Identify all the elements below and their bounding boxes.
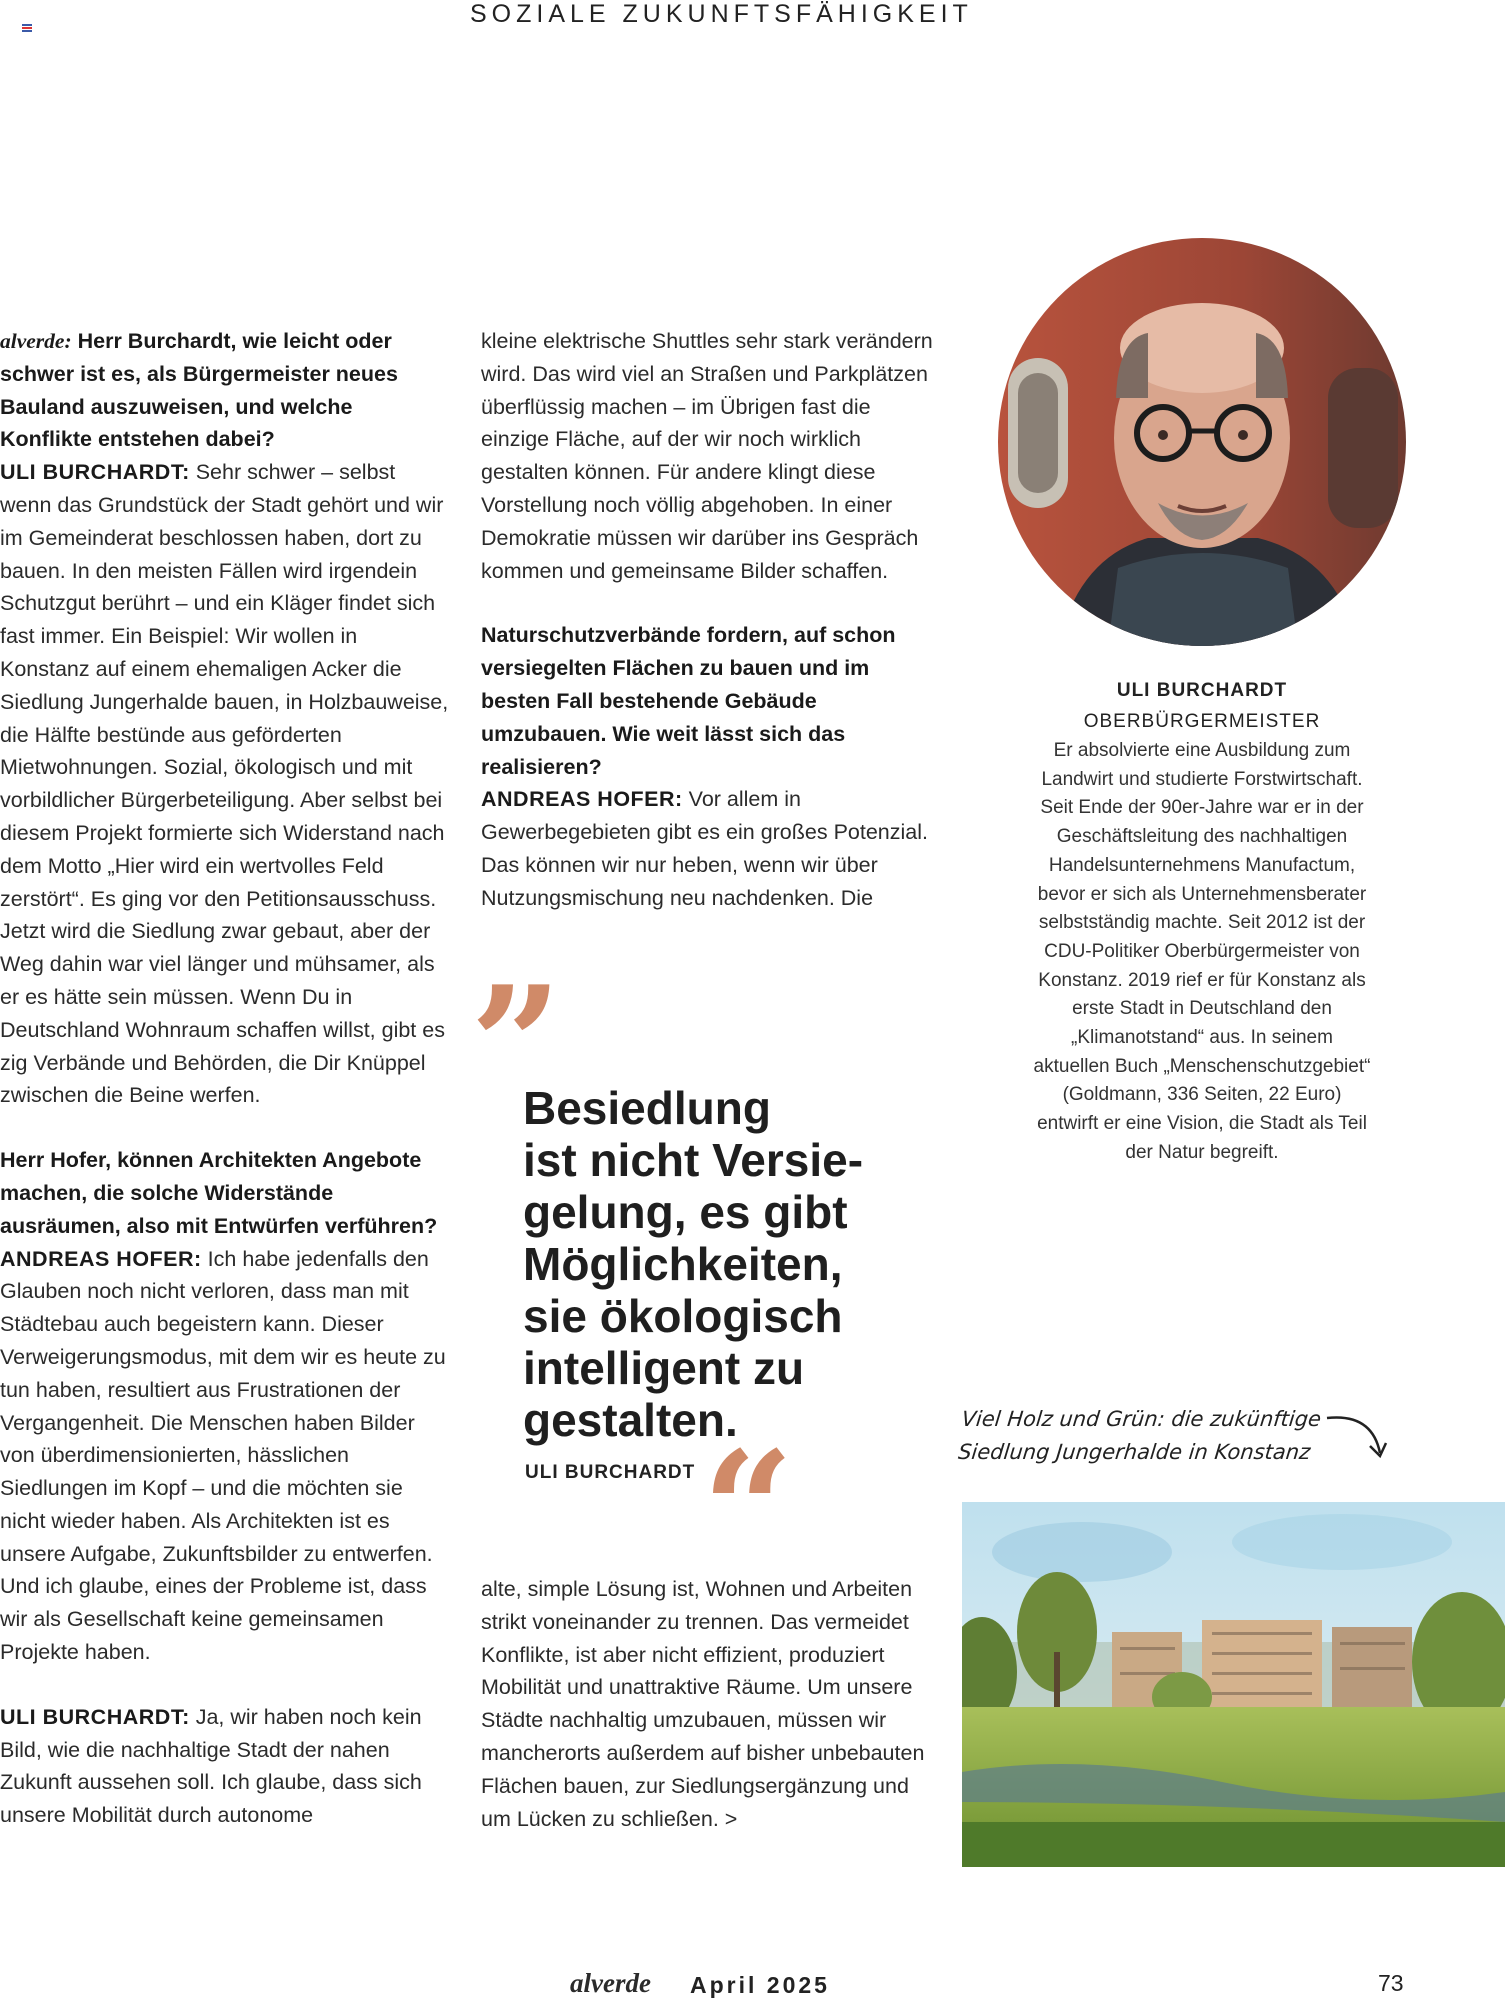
answer-2: ANDREAS HOFER: Ich habe jedenfalls den Glauben noch nicht verloren, dass man mit Städtebau auch begeistern kann. Dieser Verweigerungsmodus, mit dem wir es heute zu tun haben, resultiert aus Frustrationen der Vergangenheit. Die Menschen haben Bilder von überdimensionierten, hässlichen Siedlungen im Kopf – und die möchten sie nicht wieder haben. Als Architekten ist es unsere Aufgabe, Zukunftsbilder zu entwerfen. Und ich glaube, eines der Probleme ist, dass wir als Gesellschaft keine gemeinsamen Projekte haben. [0,1246,446,1665]
bio-name: ULI BURCHARDT [1116,680,1288,701]
page-number: 73 [1378,1970,1404,1996]
section-title: SOZIALE ZUKUNFTSFÄHIGKEIT [470,0,973,28]
bio-role: OBERBÜRGERMEISTER [1083,711,1321,732]
caption-line: Siedlung Jungerhalde in Konstanz [957,1440,1312,1464]
bio-text: Er absolvierte eine Ausbildung zum Landwirt und studierte Forstwirtschaft. Seit Ende der 90er-Jahre war er in der Geschäftsleitung des nachhaltigen Handelsunternehmens Manufactum, bevor er sich als Unternehmensberater selbstständig machte. Seit 2012 ist der CDU-Politiker Oberbürgermeister von Konstanz. 2019 rief er für Konstanz als erste Stadt in Deutschland den „Klimanotstand“ aus. In seinem aktuellen Buch „Menschenschutzgebiet“ (Goldmann, 336 Seiten, 22 Euro) entwirft er eine Vision, die Stadt als Teil der Natur begreift. [1033,740,1371,1163]
brand-inline: alverde: [0,329,72,353]
settlement-rendering-image [962,1502,1505,1867]
open-quote-icon: ” [470,951,563,1139]
speaker-label: ANDREAS HOFER: [481,787,683,812]
pull-quote-line: ist nicht Versie- [523,1134,864,1186]
bio-box [1032,675,1372,1168]
question-3: Naturschutzverbände fordern, auf schon versiegelten Flächen zu bauen und im besten Fall bestehende Gebäude umzubauen. Wie weit lässt sich das realisieren? [481,623,896,779]
pull-quote-line: Besiedlung [523,1082,771,1134]
paragraph-continued: kleine elektrische Shuttles sehr stark verändern wird. Das wird viel an Straßen und Parkplätzen überflüssig machen – im Übrigen fast die einzige Fläche, auf der wir noch wirklich gestalten können. Für andere klingt diese Vorstellung noch völlig abgehoben. In einer Demokratie müssen wir darüber ins Gespräch kommen und gemeinsame Bilder schaffen. [481,329,933,583]
pull-quote-line: sie ökologisch [523,1290,843,1342]
paragraph-end: alte, simple Lösung ist, Wohnen und Arbeiten strikt voneinander zu trennen. Das vermeidet Konflikte, ist aber nicht effizient, produziert Mobilität und unattraktive Räume. Um unsere Städte nachhaltig umzubauen, müssen wir mancherorts außerdem auf bisher unbebauten Flächen bauen, zur Siedlungsergänzung und um Lücken zu schließen. > [481,1577,925,1831]
close-quote-icon: “ [702,1416,795,1604]
question-1: alverde: Herr Burchardt, wie leicht oder schwer ist es, als Bürgermeister neues Bauland auszuweisen, und welche Konflikte entstehen dabei? [0,329,398,452]
interview-column-2 [481,325,936,915]
answer-4: ANDREAS HOFER: Vor allem in Gewerbegebieten gibt es ein großes Potenzial. Das können wir nur heben, wenn wir über Nutzungsmischung neu nachdenken. Die [481,787,928,910]
pull-quote-line: gelung, es gibt [523,1186,848,1238]
interview-column-2-end [481,1573,936,1835]
speaker-label: ULI BURCHARDT: [0,1704,190,1729]
pull-quote-line: gestalten. [523,1394,738,1446]
flag-icon [22,24,32,32]
speaker-label: ULI BURCHARDT: [0,460,190,485]
speaker-label: ANDREAS HOFER: [0,1246,202,1271]
question-2: Herr Hofer, können Architekten Angebote machen, die solche Widerstände ausräumen, also mit Entwürfen verführen? [0,1148,438,1238]
answer-1: ULI BURCHARDT: Sehr schwer – selbst wenn das Grundstück der Stadt gehört und wir im Gemeinderat beschlossen haben, dort zu bauen. In den meisten Fällen wird irgendein Schutzgut berührt – und ein Kläger findet sich fast immer. Ein Beispiel: Wir wollen in Konstanz auf einem ehemaligen Acker die Siedlung Jungerhalde bauen, in Holzbauweise, die Hälfte bestünde aus geförderten Mietwohnungen. Sozial, ökologisch und mit vorbildlicher Bürgerbeteiligung. Aber selbst bei diesem Projekt formierte sich Widerstand nach dem Motto „Hier wird ein wertvolles Feld zerstört“. Es ging vor den Petitionsausschuss. Jetzt wird die Siedlung zwar gebaut, aber der Weg dahin war viel länger und mühsamer, als er es hätte sein müssen. Wenn Du in Deutschland Wohnraum schaffen willst, gibt es zig Verbände und Behörden, die Dir Knüppel zwischen die Beine werfen. [0,460,449,1108]
answer-3: ULI BURCHARDT: Ja, wir haben noch kein Bild, wie die nachhaltige Stadt der nahen Zukunft aussehen soll. Ich glaube, dass sich unsere Mobilität durch autonome [0,1704,422,1828]
portrait-photo [998,238,1406,646]
footer-brand-logo: alverde [570,1968,651,1998]
curved-arrow-icon [1322,1408,1392,1468]
pull-quote-attribution: ULI BURCHARDT [525,1462,696,1483]
caption-line: Viel Holz und Grün: die zukünftige [960,1407,1323,1431]
pull-quote [523,1082,953,1446]
image-caption [957,1403,1344,1469]
interview-column-1 [0,325,450,1832]
footer-date: April 2025 [690,1972,830,1998]
pull-quote-line: Möglichkeiten, [523,1238,843,1290]
pull-quote-line: intelligent zu [523,1342,805,1394]
